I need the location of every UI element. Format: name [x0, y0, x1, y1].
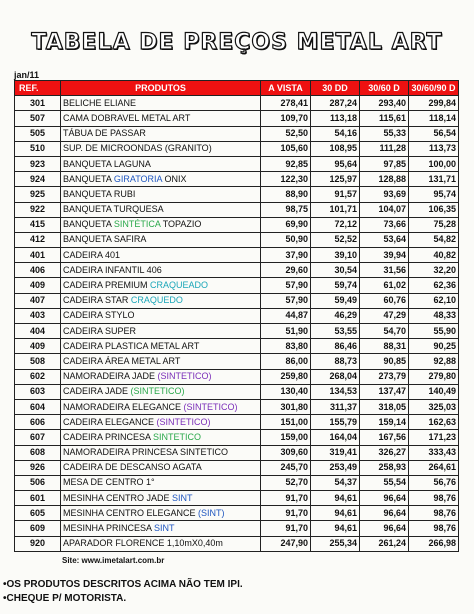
price-30-60d: 273,79	[360, 369, 409, 384]
price-30-60-90d: 131,71	[409, 172, 459, 187]
product-name: BANQUETA TURQUESA	[63, 204, 164, 215]
price-30-60d: 88,31	[360, 339, 409, 354]
row-product	[61, 460, 261, 475]
price-30-60d: 96,64	[360, 491, 409, 506]
table-row	[15, 126, 459, 141]
table-row	[15, 248, 459, 263]
table-row	[15, 202, 459, 217]
price-30dd: 39,10	[311, 248, 360, 263]
product-name: CADEIRA STAR	[63, 295, 131, 306]
price-a-vista: 91,70	[261, 506, 311, 521]
price-30-60d: 90,85	[360, 354, 409, 369]
price-30dd: 319,41	[311, 445, 360, 460]
price-30-60-90d: 54,82	[409, 232, 459, 247]
row-ref: 923	[15, 156, 61, 171]
price-30dd: 255,34	[311, 536, 360, 551]
price-30-60d: 61,02	[360, 278, 409, 293]
price-30-60d: 47,29	[360, 308, 409, 323]
price-30-60-90d: 171,23	[409, 430, 459, 445]
price-a-vista: 50,90	[261, 232, 311, 247]
price-30dd: 91,57	[311, 187, 360, 202]
price-a-vista: 44,87	[261, 308, 311, 323]
row-ref: 506	[15, 475, 61, 490]
row-ref: 407	[15, 293, 61, 308]
price-30dd: 72,12	[311, 217, 360, 232]
price-a-vista: 52,50	[261, 126, 311, 141]
table-row	[15, 339, 459, 354]
price-30dd: 311,37	[311, 399, 360, 414]
table-row	[15, 111, 459, 126]
product-highlight: SINTÉTICA	[113, 219, 161, 230]
price-30-60-90d: 299,84	[409, 96, 459, 111]
price-a-vista: 130,40	[261, 384, 311, 399]
price-30-60d: 93,69	[360, 187, 409, 202]
price-30-60d: 111,28	[360, 141, 409, 156]
price-30dd: 52,52	[311, 232, 360, 247]
product-name: CADEIRA JADE	[63, 386, 131, 397]
price-30dd: 88,73	[311, 354, 360, 369]
price-30dd: 54,37	[311, 475, 360, 490]
row-ref: 415	[15, 217, 61, 232]
table-row	[15, 232, 459, 247]
price-30dd: 59,49	[311, 293, 360, 308]
price-30-60d: 128,88	[360, 172, 409, 187]
price-30dd: 155,79	[311, 415, 360, 430]
header-a-vista: A VISTA	[261, 81, 311, 96]
price-table	[14, 80, 459, 552]
price-30-60d: 115,61	[360, 111, 409, 126]
row-product	[61, 202, 261, 217]
price-30-60d: 39,94	[360, 248, 409, 263]
row-product	[61, 506, 261, 521]
price-a-vista: 86,00	[261, 354, 311, 369]
row-ref: 603	[15, 384, 61, 399]
row-ref: 406	[15, 263, 61, 278]
price-30dd: 30,54	[311, 263, 360, 278]
price-a-vista: 309,60	[261, 445, 311, 460]
product-highlight: SINT	[172, 492, 193, 503]
table-row	[15, 354, 459, 369]
page-title: TABELA DE PREÇOS METAL ART	[31, 30, 443, 55]
price-30dd: 101,71	[311, 202, 360, 217]
product-name: CADEIRA ELEGANCE	[63, 416, 157, 427]
row-product	[61, 384, 261, 399]
table-row	[15, 415, 459, 430]
row-ref: 608	[15, 445, 61, 460]
price-30-60-90d: 48,33	[409, 308, 459, 323]
table-row	[15, 96, 459, 111]
product-name: MESINHA PRINCESA	[63, 523, 155, 534]
note-cheque: •CHEQUE P/ MOTORISTA.	[3, 593, 127, 604]
header-ref: REF.	[15, 81, 61, 96]
price-30dd: 95,64	[311, 156, 360, 171]
price-a-vista: 37,90	[261, 248, 311, 263]
price-30-60d: 60,76	[360, 293, 409, 308]
product-highlight: (SINT)	[198, 507, 225, 518]
product-name: APARADOR FLORENCE 1,10mX0,40m	[63, 538, 223, 549]
product-name: CADEIRA STYLO	[63, 310, 135, 321]
table-row	[15, 263, 459, 278]
price-30-60d: 73,66	[360, 217, 409, 232]
row-ref: 605	[15, 506, 61, 521]
row-product	[61, 293, 261, 308]
price-30-60-90d: 56,76	[409, 475, 459, 490]
product-name: BANQUETA RUBI	[63, 188, 136, 199]
site-url: Site: www.imetalart.com.br	[62, 556, 165, 565]
product-highlight: CRAQUEDO	[130, 295, 183, 306]
price-a-vista: 91,70	[261, 521, 311, 536]
price-30-60d: 318,05	[360, 399, 409, 414]
price-a-vista: 88,90	[261, 187, 311, 202]
price-30dd: 59,74	[311, 278, 360, 293]
table-row	[15, 293, 459, 308]
price-a-vista: 278,41	[261, 96, 311, 111]
price-30-60d: 159,14	[360, 415, 409, 430]
row-ref: 607	[15, 430, 61, 445]
table-row	[15, 278, 459, 293]
table-row	[15, 430, 459, 445]
price-a-vista: 91,70	[261, 491, 311, 506]
row-product	[61, 491, 261, 506]
row-product	[61, 96, 261, 111]
row-ref: 602	[15, 369, 61, 384]
price-30-60-90d: 95,74	[409, 187, 459, 202]
price-30-60-90d: 264,61	[409, 460, 459, 475]
price-30-60d: 31,56	[360, 263, 409, 278]
price-30-60-90d: 325,03	[409, 399, 459, 414]
price-30-60d: 293,40	[360, 96, 409, 111]
price-30dd: 287,24	[311, 96, 360, 111]
row-product	[61, 263, 261, 278]
row-product	[61, 141, 261, 156]
price-30-60d: 167,56	[360, 430, 409, 445]
table-row	[15, 369, 459, 384]
price-30-60d: 104,07	[360, 202, 409, 217]
product-name: MESINHA CENTRO JADE	[63, 492, 173, 503]
row-ref: 403	[15, 308, 61, 323]
product-suffix: TOPAZIO	[160, 219, 202, 230]
row-ref: 606	[15, 415, 61, 430]
price-30dd: 113,18	[311, 111, 360, 126]
note-ipi: •OS PRODUTOS DESCRITOS ACIMA NÃO TEM IPI.	[3, 579, 243, 590]
row-product	[61, 339, 261, 354]
table-row	[15, 491, 459, 506]
row-product	[61, 521, 261, 536]
price-30-60-90d: 90,25	[409, 339, 459, 354]
table-row	[15, 445, 459, 460]
row-ref: 601	[15, 491, 61, 506]
row-product	[61, 187, 261, 202]
price-30dd: 253,49	[311, 460, 360, 475]
price-30-60d: 97,85	[360, 156, 409, 171]
price-30-60d: 261,24	[360, 536, 409, 551]
row-ref: 409	[15, 339, 61, 354]
price-30-60-90d: 162,63	[409, 415, 459, 430]
price-a-vista: 98,75	[261, 202, 311, 217]
price-30-60-90d: 62,36	[409, 278, 459, 293]
product-name: MESINHA CENTRO ELEGANCE	[63, 507, 199, 518]
row-ref: 507	[15, 111, 61, 126]
row-ref: 401	[15, 248, 61, 263]
price-30dd: 54,16	[311, 126, 360, 141]
price-30-60-90d: 55,90	[409, 324, 459, 339]
table-row	[15, 399, 459, 414]
product-name: SUP. DE MICROONDAS (GRANITO)	[63, 143, 212, 154]
row-product	[61, 475, 261, 490]
row-ref: 409	[15, 278, 61, 293]
row-product	[61, 324, 261, 339]
price-a-vista: 92,85	[261, 156, 311, 171]
price-30-60-90d: 100,00	[409, 156, 459, 171]
table-row	[15, 187, 459, 202]
row-product	[61, 415, 261, 430]
price-30-60d: 137,47	[360, 384, 409, 399]
row-ref: 922	[15, 202, 61, 217]
table-row	[15, 521, 459, 536]
row-product	[61, 536, 261, 551]
price-a-vista: 105,60	[261, 141, 311, 156]
table-row	[15, 384, 459, 399]
product-name: CADEIRA PREMIUM	[63, 280, 151, 291]
row-ref: 924	[15, 172, 61, 187]
price-30-60d: 96,64	[360, 506, 409, 521]
price-a-vista: 57,90	[261, 278, 311, 293]
table-row	[15, 217, 459, 232]
price-30-60-90d: 62,10	[409, 293, 459, 308]
header-produtos: PRODUTOS	[61, 81, 261, 96]
row-product	[61, 172, 261, 187]
table-row	[15, 172, 459, 187]
price-30-60-90d: 40,82	[409, 248, 459, 263]
price-30dd: 125,97	[311, 172, 360, 187]
price-a-vista: 83,80	[261, 339, 311, 354]
product-highlight: SINTETICO	[153, 431, 202, 442]
price-30dd: 134,53	[311, 384, 360, 399]
product-highlight: GIRATORIA	[113, 173, 163, 184]
product-highlight: SINT	[154, 523, 175, 534]
table-row	[15, 324, 459, 339]
row-ref: 925	[15, 187, 61, 202]
product-name: BANQUETA LAGUNA	[63, 158, 151, 169]
product-name: BELICHE ELIANE	[63, 97, 137, 108]
product-name: CADEIRA PLASTICA METAL ART	[63, 340, 200, 351]
price-30-60-90d: 92,88	[409, 354, 459, 369]
row-ref: 301	[15, 96, 61, 111]
product-highlight: (SINTETICO)	[130, 386, 185, 397]
header-30dd: 30 DD	[311, 81, 360, 96]
price-30-60d: 53,64	[360, 232, 409, 247]
product-highlight: (SINTETICO)	[157, 371, 212, 382]
price-30-60d: 54,70	[360, 324, 409, 339]
price-a-vista: 259,80	[261, 369, 311, 384]
product-name: CADEIRA PRINCESA	[63, 431, 154, 442]
product-name: CAMA DOBRAVEL METAL ART	[63, 112, 191, 123]
price-30dd: 268,04	[311, 369, 360, 384]
price-30-60-90d: 98,76	[409, 491, 459, 506]
product-name: TÁBUA DE PASSAR	[63, 128, 146, 139]
price-30dd: 86,46	[311, 339, 360, 354]
date-label: jan/11	[14, 70, 40, 80]
product-name: CADEIRA DE DESCANSO AGATA	[63, 462, 202, 473]
row-product	[61, 369, 261, 384]
price-30-60-90d: 56,54	[409, 126, 459, 141]
product-name: CADEIRA ÁREA METAL ART	[63, 355, 181, 366]
product-name: BANQUETA SAFIRA	[63, 234, 147, 245]
header-30-60d: 30/60 D	[360, 81, 409, 96]
header-30-60-90d: 30/60/90 D	[409, 81, 459, 96]
price-a-vista: 151,00	[261, 415, 311, 430]
price-30dd: 94,61	[311, 506, 360, 521]
price-30dd: 46,29	[311, 308, 360, 323]
price-30-60-90d: 333,43	[409, 445, 459, 460]
table-row	[15, 156, 459, 171]
row-ref: 604	[15, 399, 61, 414]
row-ref: 404	[15, 324, 61, 339]
table-row	[15, 308, 459, 323]
row-product	[61, 399, 261, 414]
price-a-vista: 29,60	[261, 263, 311, 278]
price-30dd: 94,61	[311, 521, 360, 536]
row-product	[61, 156, 261, 171]
table-row	[15, 141, 459, 156]
table-row	[15, 460, 459, 475]
price-a-vista: 122,30	[261, 172, 311, 187]
price-a-vista: 51,90	[261, 324, 311, 339]
row-product	[61, 111, 261, 126]
price-30-60-90d: 140,49	[409, 384, 459, 399]
table-row	[15, 475, 459, 490]
price-a-vista: 109,70	[261, 111, 311, 126]
price-a-vista: 245,70	[261, 460, 311, 475]
product-highlight: CRAQUEADO	[150, 280, 209, 291]
price-30dd: 108,95	[311, 141, 360, 156]
product-name: CADEIRA SUPER	[63, 325, 137, 336]
price-30-60-90d: 279,80	[409, 369, 459, 384]
price-a-vista: 52,70	[261, 475, 311, 490]
price-a-vista: 57,90	[261, 293, 311, 308]
price-30-60d: 55,54	[360, 475, 409, 490]
price-30-60-90d: 75,28	[409, 217, 459, 232]
price-a-vista: 159,00	[261, 430, 311, 445]
price-a-vista: 69,90	[261, 217, 311, 232]
price-30-60-90d: 98,76	[409, 506, 459, 521]
row-ref: 510	[15, 141, 61, 156]
row-product	[61, 430, 261, 445]
product-suffix: ONIX	[162, 173, 187, 184]
product-name: CADEIRA 401	[63, 249, 121, 260]
product-name: CADEIRA INFANTIL 406	[63, 264, 162, 275]
row-product	[61, 248, 261, 263]
row-product	[61, 308, 261, 323]
price-30-60-90d: 32,20	[409, 263, 459, 278]
row-ref: 609	[15, 521, 61, 536]
price-30-60-90d: 118,14	[409, 111, 459, 126]
row-ref: 920	[15, 536, 61, 551]
row-ref: 412	[15, 232, 61, 247]
row-product	[61, 232, 261, 247]
product-highlight: (SINTETICO)	[156, 416, 211, 427]
row-ref: 926	[15, 460, 61, 475]
price-30dd: 94,61	[311, 491, 360, 506]
product-name: MESA DE CENTRO 1°	[63, 477, 155, 488]
product-name: BANQUETA	[63, 219, 114, 230]
price-30dd: 53,55	[311, 324, 360, 339]
row-product	[61, 217, 261, 232]
product-name: NAMORADEIRA PRINCESA SINTETICO	[63, 447, 229, 458]
row-ref: 505	[15, 126, 61, 141]
price-30-60-90d: 266,98	[409, 536, 459, 551]
price-30-60d: 55,33	[360, 126, 409, 141]
product-name: NAMORADEIRA ELEGANCE	[63, 401, 184, 412]
table-row	[15, 506, 459, 521]
row-product	[61, 126, 261, 141]
price-30-60d: 258,93	[360, 460, 409, 475]
price-30-60-90d: 98,76	[409, 521, 459, 536]
table-header-row	[15, 81, 459, 96]
price-30-60d: 326,27	[360, 445, 409, 460]
price-30dd: 164,04	[311, 430, 360, 445]
row-product	[61, 278, 261, 293]
row-ref: 508	[15, 354, 61, 369]
table-body	[15, 96, 459, 552]
price-30-60d: 96,64	[360, 521, 409, 536]
price-30-60-90d: 106,35	[409, 202, 459, 217]
price-a-vista: 247,90	[261, 536, 311, 551]
price-a-vista: 301,80	[261, 399, 311, 414]
product-highlight: (SINTETICO)	[183, 401, 238, 412]
row-product	[61, 445, 261, 460]
product-name: NAMORADEIRA JADE	[63, 371, 158, 382]
row-product	[61, 354, 261, 369]
product-name: BANQUETA	[63, 173, 114, 184]
table-row	[15, 536, 459, 551]
price-30-60-90d: 113,73	[409, 141, 459, 156]
